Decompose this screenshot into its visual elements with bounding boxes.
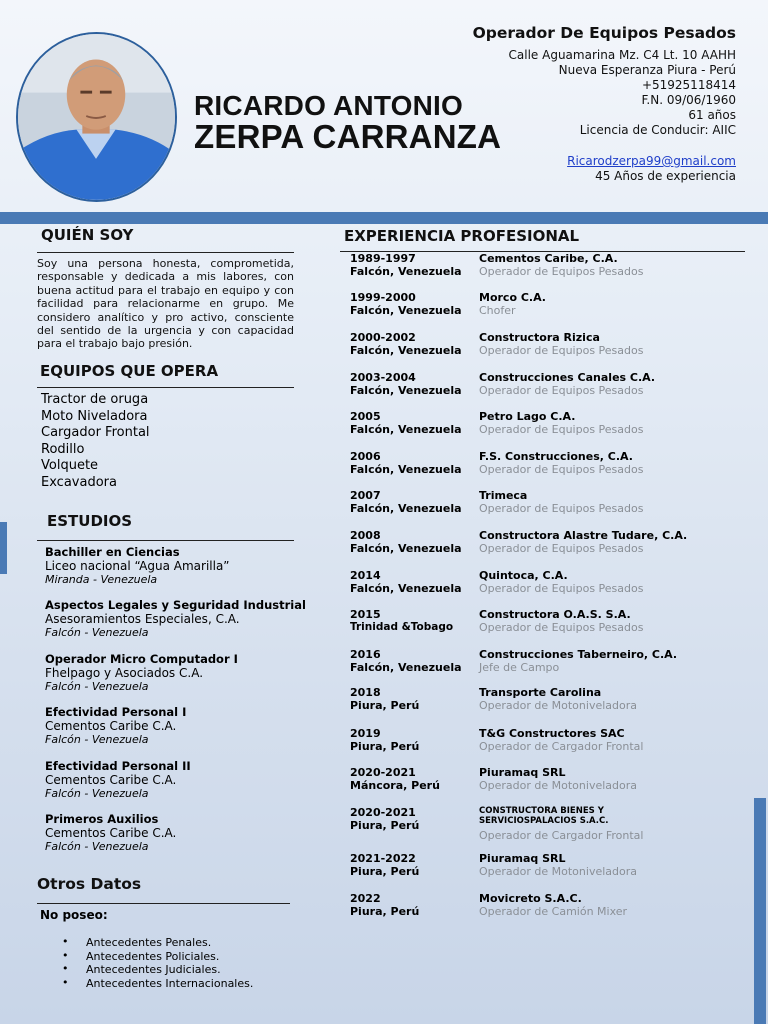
job-company: Movicreto S.A.C.: [479, 892, 582, 905]
job-years: 2022: [350, 892, 381, 905]
study-item: [45, 760, 191, 801]
job-role: Operador de Equipos Pesados: [479, 621, 644, 634]
study-place: Miranda - Venezuela: [45, 573, 158, 587]
email-link[interactable]: Ricarodzerpa99@gmail.com: [567, 154, 736, 168]
list-item: Excavadora: [41, 474, 117, 490]
name-last: ZERPA CARRANZA: [194, 118, 502, 155]
job-company: F.S. Construcciones, C.A.: [479, 450, 633, 463]
job-place: Falcón, Venezuela: [350, 542, 462, 555]
job-company: Construcciones Canales C.A.: [479, 371, 656, 384]
job-place: Falcón, Venezuela: [350, 502, 462, 515]
study-title: Operador Micro Computador I: [45, 652, 238, 666]
job-place: Falcón, Venezuela: [350, 582, 462, 595]
list-item: Volquete: [41, 458, 99, 474]
list-item: • Antecedentes Internacionales.: [62, 977, 253, 991]
job-company: Transporte Carolina: [479, 686, 602, 699]
list-item: Cargador Frontal: [41, 425, 150, 441]
other-heading: Otros Datos: [37, 875, 142, 893]
job-role: Chofer: [479, 304, 516, 317]
job-role: Operador de Motoniveladora: [479, 699, 637, 712]
about-heading: QUIÉN SOY: [41, 226, 134, 244]
job-place: Trinidad &Tobago: [350, 621, 454, 633]
study-item: [45, 546, 230, 587]
study-title: Primeros Auxilios: [45, 812, 159, 826]
study-item: [45, 599, 306, 640]
study-item: [45, 813, 176, 854]
job-role: Operador de Equipos Pesados: [479, 265, 644, 278]
study-place: Falcón - Venezuela: [45, 840, 149, 854]
study-school: Cementos Caribe C.A.: [45, 718, 177, 733]
other-subheading: No poseo:: [40, 908, 108, 922]
job-years: 1989-1997: [350, 252, 416, 265]
study-item: [45, 653, 238, 694]
job-place: Piura, Perú: [350, 905, 420, 918]
list-item: • Antecedentes Policiales.: [62, 950, 253, 964]
list-item: Moto Niveladora: [41, 408, 148, 424]
job-company: Construcciones Taberneiro, C.A.: [479, 648, 678, 661]
job-years: 2007: [350, 489, 381, 502]
job-years: 2006: [350, 450, 381, 463]
job-company: Trimeca: [479, 489, 528, 502]
name-first: RICARDO ANTONIO: [194, 90, 463, 121]
studies-rule: [37, 540, 294, 541]
job-role: Operador de Equipos Pesados: [479, 542, 644, 555]
job-role: Operador de Equipos Pesados: [479, 582, 644, 595]
job-role: Operador De Equipos Pesados: [472, 24, 736, 42]
job-company: Piuramaq SRL: [479, 766, 566, 779]
study-title: Aspectos Legales y Seguridad Industrial: [45, 598, 306, 612]
license: Licencia de Conducir: AIIC: [579, 123, 736, 137]
job-role: Operador de Equipos Pesados: [479, 423, 644, 436]
study-item: [45, 706, 186, 747]
job-role: Operador de Equipos Pesados: [479, 502, 644, 515]
study-place: Falcón - Venezuela: [45, 626, 149, 640]
equipment-rule: [37, 387, 294, 388]
job-role: Operador de Motoniveladora: [479, 779, 637, 792]
study-place: Falcón - Venezuela: [45, 733, 149, 747]
job-company: T&G Constructores SAC: [479, 727, 625, 740]
job-years: 2020-2021: [350, 806, 416, 819]
about-text: Soy una persona honesta, comprometida, responsable y dedicada a mis labores, con buena actitud para el trabajo en equipo y con facilidad para relacionarme en grupo. Me considero analítico y pro activo, consciente del sentido de la urgencia y con capacidad para el trabajo bajo presión.: [37, 257, 294, 351]
study-school: Fhelpago y Asociados C.A.: [45, 665, 204, 680]
job-years: 2015: [350, 608, 381, 621]
study-school: Asesoramientos Especiales, C.A.: [45, 611, 240, 626]
study-title: Efectividad Personal II: [45, 759, 191, 773]
job-place: Falcón, Venezuela: [350, 384, 462, 397]
job-years: 2008: [350, 529, 381, 542]
job-company: Piuramaq SRL: [479, 852, 566, 865]
birth-date: F.N. 09/06/1960: [641, 93, 736, 107]
studies-heading: ESTUDIOS: [47, 512, 133, 530]
address-line-2: Nueva Esperanza Piura - Perú: [558, 63, 736, 77]
job-years: 2014: [350, 569, 381, 582]
job-years: 2016: [350, 648, 381, 661]
job-place: Piura, Perú: [350, 865, 420, 878]
job-company: Quintoca, C.A.: [479, 569, 568, 582]
job-years: 2018: [350, 686, 381, 699]
job-role: Operador de Cargador Frontal: [479, 829, 644, 842]
phone-number: +51925118414: [641, 78, 736, 92]
other-list: [62, 936, 253, 990]
study-school: Liceo nacional “Agua Amarilla”: [45, 558, 230, 573]
left-accent-bar: [0, 522, 7, 574]
contact-block: [473, 26, 736, 184]
job-role: Operador de Cargador Frontal: [479, 740, 644, 753]
job-company: CONSTRUCTORA BIENES Y SERVICIOSPALACIOS S.A.C.: [479, 806, 609, 826]
study-place: Falcón - Venezuela: [45, 680, 149, 694]
job-place: Falcón, Venezuela: [350, 423, 462, 436]
other-rule: [37, 903, 290, 904]
list-item: Rodillo: [41, 441, 85, 457]
study-school: Cementos Caribe C.A.: [45, 825, 177, 840]
job-company: Cementos Caribe, C.A.: [479, 252, 618, 265]
list-item: • Antecedentes Penales.: [62, 936, 253, 950]
job-place: Falcón, Venezuela: [350, 661, 462, 674]
job-years: 2020-2021: [350, 766, 416, 779]
equipment-heading: EQUIPOS QUE OPERA: [40, 362, 219, 380]
job-company: Petro Lago C.A.: [479, 410, 576, 423]
job-company: Constructora Alastre Tudare, C.A.: [479, 529, 688, 542]
about-rule: [37, 252, 294, 253]
age: 61 años: [688, 108, 736, 122]
job-role: Operador de Motoniveladora: [479, 865, 637, 878]
job-role: Operador de Equipos Pesados: [479, 463, 644, 476]
job-place: Piura, Perú: [350, 699, 420, 712]
job-place: Falcón, Venezuela: [350, 265, 462, 278]
study-title: Bachiller en Ciencias: [45, 545, 180, 559]
job-years: 2005: [350, 410, 381, 423]
list-item: • Antecedentes Judiciales.: [62, 963, 253, 977]
job-place: Piura, Perú: [350, 740, 420, 753]
job-place: Piura, Perú: [350, 819, 420, 832]
job-years: 2021-2022: [350, 852, 416, 865]
study-place: Falcón - Venezuela: [45, 787, 149, 801]
job-role: Operador de Equipos Pesados: [479, 344, 644, 357]
study-title: Efectividad Personal I: [45, 705, 187, 719]
profile-photo: [16, 32, 177, 202]
job-place: Falcón, Venezuela: [350, 304, 462, 317]
job-company: Constructora O.A.S. S.A.: [479, 608, 631, 621]
job-place: Máncora, Perú: [350, 779, 440, 792]
job-place: Falcón, Venezuela: [350, 344, 462, 357]
job-place: Falcón, Venezuela: [350, 463, 462, 476]
job-role: Jefe de Campo: [479, 661, 560, 674]
experience-heading: EXPERIENCIA PROFESIONAL: [344, 227, 580, 245]
address-line-1: Calle Aguamarina Mz. C4 Lt. 10 AAHH: [508, 48, 736, 62]
job-role: Operador de Equipos Pesados: [479, 384, 644, 397]
job-years: 2003-2004: [350, 371, 416, 384]
person-portrait-icon: [18, 34, 175, 200]
right-accent-bar: [754, 798, 766, 1024]
study-school: Cementos Caribe C.A.: [45, 772, 177, 787]
experience-years: 45 Años de experiencia: [595, 169, 736, 183]
job-years: 1999-2000: [350, 291, 416, 304]
job-years: 2000-2002: [350, 331, 416, 344]
job-company: Morco C.A.: [479, 291, 546, 304]
job-years: 2019: [350, 727, 381, 740]
equipment-list: [41, 392, 150, 492]
list-item: Tractor de oruga: [41, 392, 149, 407]
job-role: Operador de Camión Mixer: [479, 905, 628, 918]
header-divider-band: [0, 212, 768, 224]
job-company: Constructora Rizica: [479, 331, 600, 344]
